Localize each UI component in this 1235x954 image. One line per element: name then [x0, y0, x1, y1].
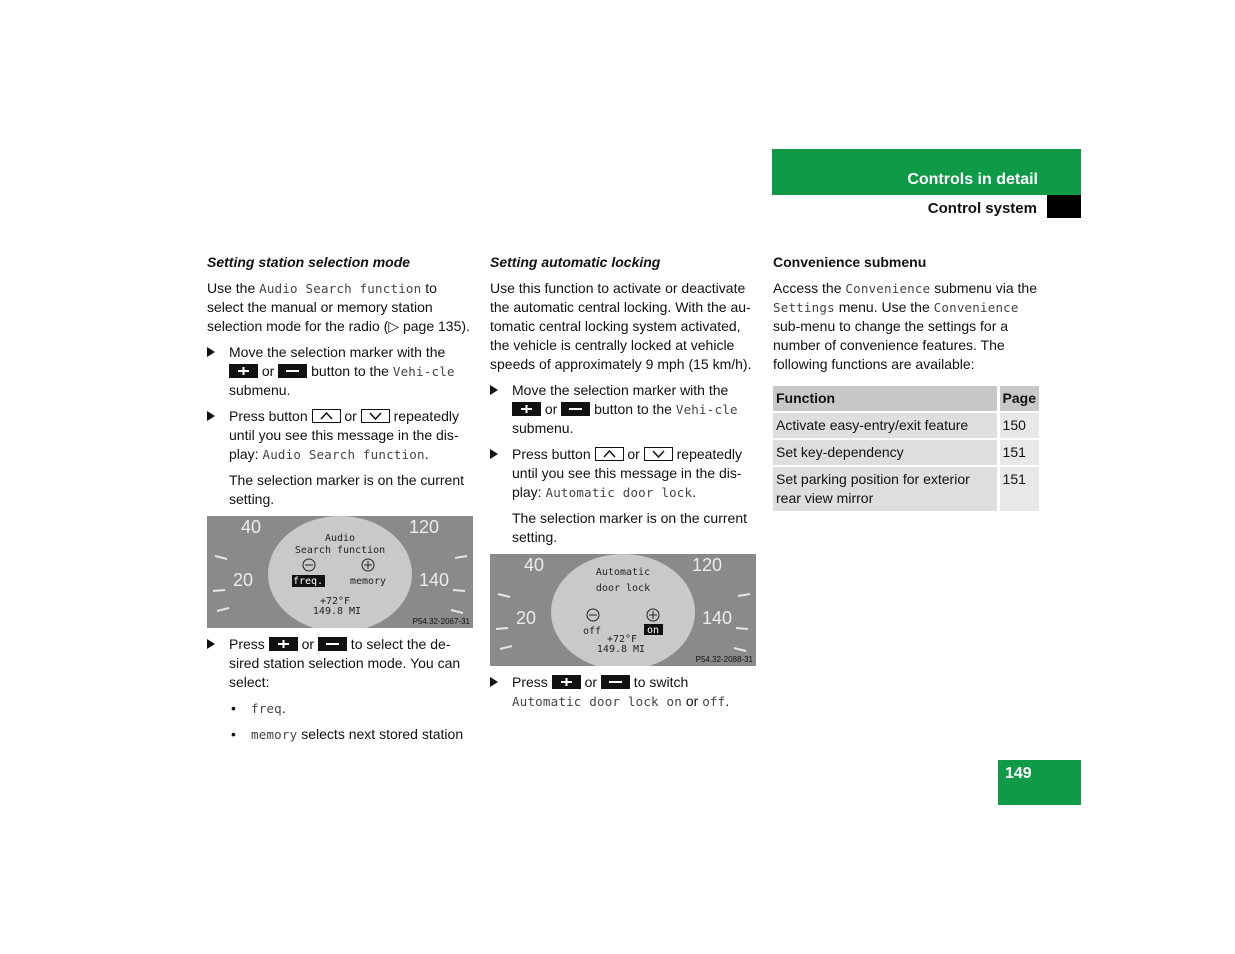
- bullet-triangle-icon: [207, 347, 215, 357]
- display-option-left: freq.: [292, 576, 324, 587]
- scale-label: 40: [241, 517, 262, 537]
- heading-automatic-locking: Setting automatic locking: [490, 254, 661, 270]
- column-header-function: Function: [773, 386, 997, 413]
- instrument-cluster-display-lock: [490, 554, 756, 666]
- list-item: • memory selects next stored station: [231, 726, 464, 742]
- minus-key-icon: [561, 402, 590, 416]
- section-title: Controls in detail: [907, 171, 1038, 188]
- subsection-title: Control system: [927, 200, 1037, 217]
- plus-key-icon: [552, 675, 581, 689]
- bullet-triangle-icon: [490, 449, 498, 459]
- display-temperature: +72°F: [319, 596, 351, 607]
- cell-function: Set key-dependency: [773, 440, 997, 467]
- plus-key-icon: [269, 637, 298, 651]
- up-arrow-key-icon: [312, 409, 341, 423]
- intro-paragraph: Use this function to activate or deactivate the automatic central locking. With the au-tomatic central locking system activated, the vehicle is centrally locked at vehicle speeds of approximately 9 mph (15 km/h).: [490, 280, 752, 372]
- step-press-button: Press button or repeatedly until you see this message in the dis-play: Audio Search function.: [207, 407, 473, 464]
- display-temperature: +72°F: [606, 634, 638, 645]
- minus-key-icon: [601, 675, 630, 689]
- display-line2: door lock: [595, 583, 651, 594]
- bullet-triangle-icon: [207, 411, 215, 421]
- step-move-marker: Move the selection marker with the or button to the Vehi-cle submenu.: [207, 343, 473, 400]
- table-row: [773, 467, 1039, 513]
- section-header-bar: [772, 149, 1081, 195]
- scale-label: 120: [409, 517, 440, 537]
- cell-page: 150: [997, 413, 1039, 440]
- column-station-selection: [207, 253, 473, 751]
- bullet-triangle-icon: [490, 677, 498, 687]
- minus-key-icon: [278, 364, 307, 378]
- cell-function: Activate easy-entry/exit feature: [773, 413, 997, 440]
- down-arrow-key-icon: [644, 447, 673, 461]
- column-automatic-locking: [490, 253, 756, 718]
- intro-paragraph: Use the Audio Search function to select the manual or memory station selection mode for the radio (▷ page 135).: [207, 280, 470, 334]
- subsection-marker: [1047, 195, 1081, 218]
- minus-key-icon: [318, 637, 347, 651]
- function-table: [773, 386, 1039, 513]
- table-header-row: [773, 386, 1039, 413]
- table-row: [773, 440, 1039, 467]
- scale-label: 120: [692, 555, 723, 575]
- page-number-box: [998, 760, 1081, 805]
- down-arrow-key-icon: [361, 409, 390, 423]
- scale-label: 140: [702, 608, 733, 628]
- display-option-right: on: [646, 625, 660, 636]
- up-arrow-key-icon: [595, 447, 624, 461]
- list-item: • freq.: [231, 700, 286, 716]
- display-odometer: 149.8 MI: [596, 644, 646, 655]
- scale-label: 40: [524, 555, 545, 575]
- heading-convenience-submenu: Convenience submenu: [773, 254, 927, 270]
- cell-page: 151: [997, 440, 1039, 467]
- step-move-marker: Move the selection marker with the or button to the Vehi-cle submenu.: [490, 381, 756, 438]
- instrument-cluster-display-audio: [207, 516, 473, 628]
- step-switch-lock: Press or to switch Automatic door lock on or off.: [490, 673, 756, 711]
- figure-code: P54.32-2067-31: [412, 617, 470, 626]
- selection-note: The selection marker is on the current setting.: [512, 510, 747, 545]
- table-row: [773, 413, 1039, 440]
- intro-paragraph: Access the Convenience submenu via the Settings menu. Use the Convenience sub-menu to change the settings for a number of convenience features. The following functions are available:: [773, 280, 1037, 372]
- plus-key-icon: [229, 364, 258, 378]
- figure-code: P54.32-2088-31: [695, 655, 753, 664]
- plus-key-icon: [512, 402, 541, 416]
- bullet-triangle-icon: [207, 639, 215, 649]
- column-convenience-submenu: [773, 253, 1039, 513]
- step-press-button: Press button or repeatedly until you see this message in the dis-play: Automatic door lock.: [490, 445, 756, 502]
- scale-label: 20: [233, 570, 254, 590]
- column-header-page: Page: [997, 386, 1039, 413]
- cell-function: Set parking position for exterior rear view mirror: [773, 467, 997, 513]
- scale-label: 140: [419, 570, 450, 590]
- step-select-mode: Press or to select the de-sired station selection mode. You can select:: [207, 635, 473, 692]
- display-line2: Search function: [294, 545, 386, 556]
- display-option-left: off: [582, 626, 602, 637]
- selection-note: The selection marker is on the current setting.: [229, 472, 464, 507]
- heading-station-selection: Setting station selection mode: [207, 254, 411, 270]
- bullet-triangle-icon: [490, 385, 498, 395]
- display-odometer: 149.8 MI: [312, 606, 362, 617]
- scale-label: 20: [516, 608, 537, 628]
- display-option-right: memory: [349, 576, 387, 587]
- display-line1: Automatic: [595, 567, 651, 578]
- page-number: 149: [1005, 765, 1032, 782]
- cell-page: 151: [997, 467, 1039, 513]
- display-line1: Audio: [324, 533, 356, 544]
